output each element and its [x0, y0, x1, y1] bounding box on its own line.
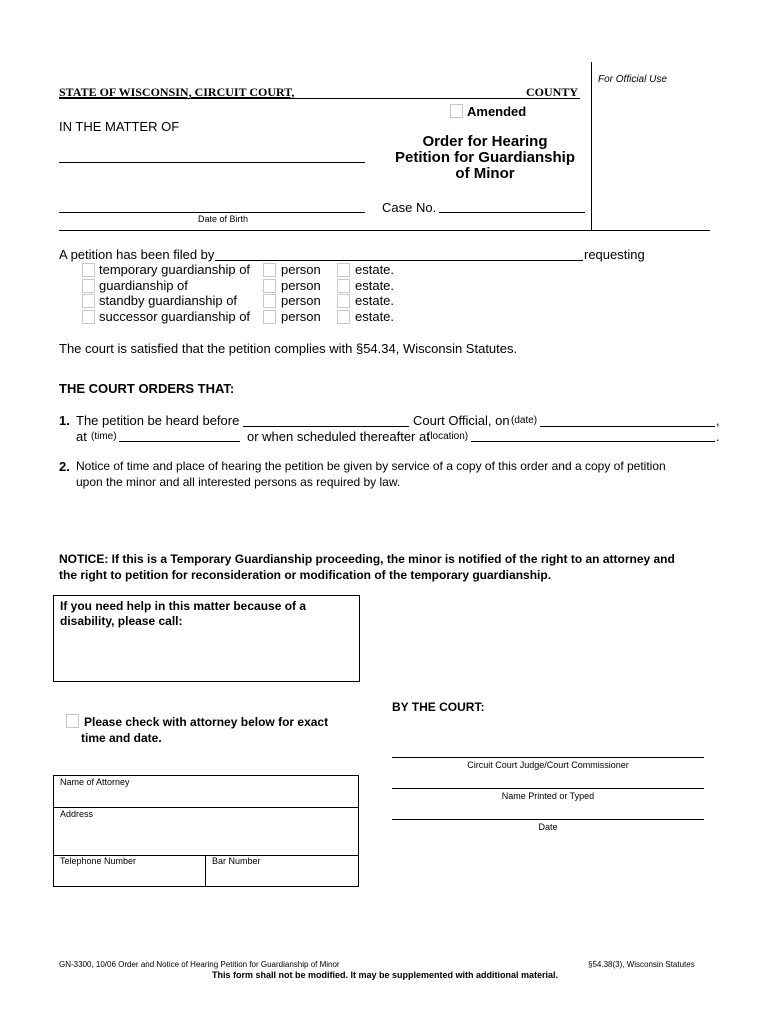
person-checkbox[interactable] — [263, 263, 276, 277]
guardianship-type-label: successor guardianship of — [99, 309, 251, 324]
dob-label: Date of Birth — [198, 214, 249, 224]
amended-label: Amended — [467, 104, 527, 119]
person-checkbox[interactable] — [263, 279, 276, 293]
guardianship-type-label: temporary guardianship of — [99, 262, 251, 277]
name-printed-label: Name Printed or Typed — [501, 791, 595, 801]
notice-line1: NOTICE: If this is a Temporary Guardianship proceeding, the minor is notified of the right to an attorney and — [59, 552, 675, 566]
complies-statement: The court is satisfied that the petition complies with §54.34, Wisconsin Statutes. — [59, 341, 518, 356]
location-hint: (location) — [427, 431, 469, 442]
date-comma: , — [716, 413, 720, 428]
person-label: person — [281, 262, 321, 277]
time-hint: (time) — [91, 431, 117, 442]
judge-label: Circuit Court Judge/Court Commissioner — [467, 760, 629, 770]
estate-checkbox[interactable] — [337, 310, 350, 324]
requesting-label: requesting — [584, 247, 645, 262]
official-use-label: For Official Use — [598, 74, 667, 85]
person-checkbox[interactable] — [263, 294, 276, 308]
estate-label: estate. — [355, 262, 395, 277]
heard-before-label: The petition be heard before — [76, 413, 240, 428]
form-id: GN-3300, 10/06 Order and Notice of Hearing Petition for Guardianship of Minor — [59, 960, 340, 969]
estate-label: estate. — [355, 293, 395, 308]
judge-signature-line[interactable] — [392, 757, 704, 758]
notice-line2: the right to petition for reconsideration or modification of the temporary guardianship. — [59, 568, 552, 582]
at-label: at — [76, 429, 87, 444]
guardianship-type-label: guardianship of — [99, 278, 188, 293]
guardianship-type-checkbox[interactable] — [82, 294, 95, 308]
case-no-line[interactable] — [439, 212, 585, 213]
name-printed-line[interactable] — [392, 788, 704, 789]
attorney-check-line1: Please check with attorney below for exact — [84, 715, 329, 729]
case-no-label: Case No. — [382, 200, 437, 215]
location-period: . — [716, 429, 720, 444]
help-line1: If you need help in this matter because of a — [60, 599, 307, 613]
attorney-bar-number-field[interactable]: Bar Number — [212, 856, 261, 866]
official-use-divider — [591, 62, 592, 230]
hearing-date-line[interactable] — [540, 426, 715, 427]
petitioner-line[interactable] — [215, 260, 583, 261]
order-2-line1: Notice of time and place of hearing the petition be given by service of a copy of this order and a copy of petition — [76, 459, 666, 473]
order-2-number: 2. — [59, 459, 70, 474]
petition-filed-by: A petition has been filed by — [59, 247, 215, 262]
amended-checkbox[interactable] — [450, 104, 463, 118]
page-title-line1: Order for Hearing — [422, 133, 548, 150]
by-the-court: BY THE COURT: — [392, 700, 485, 714]
matter-name-line[interactable] — [59, 162, 365, 163]
help-line2: disability, please call: — [60, 614, 183, 628]
attorney-address-field[interactable]: Address — [60, 809, 94, 819]
estate-label: estate. — [355, 309, 395, 324]
hearing-location-line[interactable] — [471, 441, 715, 442]
estate-checkbox[interactable] — [337, 263, 350, 277]
signature-date-line[interactable] — [392, 819, 704, 820]
page-title-line3: of Minor — [455, 165, 515, 182]
page-title-line2: Petition for Guardianship — [394, 149, 575, 166]
person-checkbox[interactable] — [263, 310, 276, 324]
person-label: person — [281, 293, 321, 308]
date-hint: (date) — [511, 415, 538, 426]
guardianship-type-label: standby guardianship of — [99, 293, 238, 308]
court-official-line[interactable] — [243, 426, 409, 427]
court-orders-heading: THE COURT ORDERS THAT: — [59, 381, 235, 396]
guardianship-type-checkbox[interactable] — [82, 310, 95, 324]
estate-checkbox[interactable] — [337, 294, 350, 308]
footer-statute: §54.38(3), Wisconsin Statutes — [588, 960, 695, 969]
attorney-table-col — [205, 855, 206, 887]
court-official-label: Court Official, on — [413, 413, 510, 428]
or-when-label: or when scheduled thereafter at — [247, 429, 430, 444]
dob-line[interactable] — [59, 212, 365, 213]
order-1-number: 1. — [59, 413, 70, 428]
order-2-line2: upon the minor and all interested persons as required by law. — [76, 475, 401, 489]
state-court-label: STATE OF WISCONSIN, CIRCUIT COURT, — [59, 85, 295, 99]
person-label: person — [281, 309, 321, 324]
attorney-table — [53, 775, 359, 887]
county-label: COUNTY — [526, 85, 579, 99]
attorney-table-row1 — [53, 807, 359, 808]
attorney-telephone-field[interactable]: Telephone Number — [60, 856, 137, 866]
estate-checkbox[interactable] — [337, 279, 350, 293]
header-underline — [59, 98, 580, 99]
person-label: person — [281, 278, 321, 293]
attorney-checkbox[interactable] — [66, 714, 79, 728]
guardianship-type-checkbox[interactable] — [82, 279, 95, 293]
hearing-time-line[interactable] — [119, 441, 240, 442]
guardianship-type-checkbox[interactable] — [82, 263, 95, 277]
attorney-name-field[interactable]: Name of Attorney — [60, 777, 130, 787]
estate-label: estate. — [355, 278, 395, 293]
footer-modification-notice: This form shall not be modified. It may be supplemented with additional material. — [211, 970, 559, 980]
header-bottom-rule — [59, 230, 710, 231]
signature-date-label: Date — [538, 822, 558, 832]
in-the-matter-of: IN THE MATTER OF — [59, 119, 180, 134]
attorney-check-line2: time and date. — [81, 731, 162, 745]
